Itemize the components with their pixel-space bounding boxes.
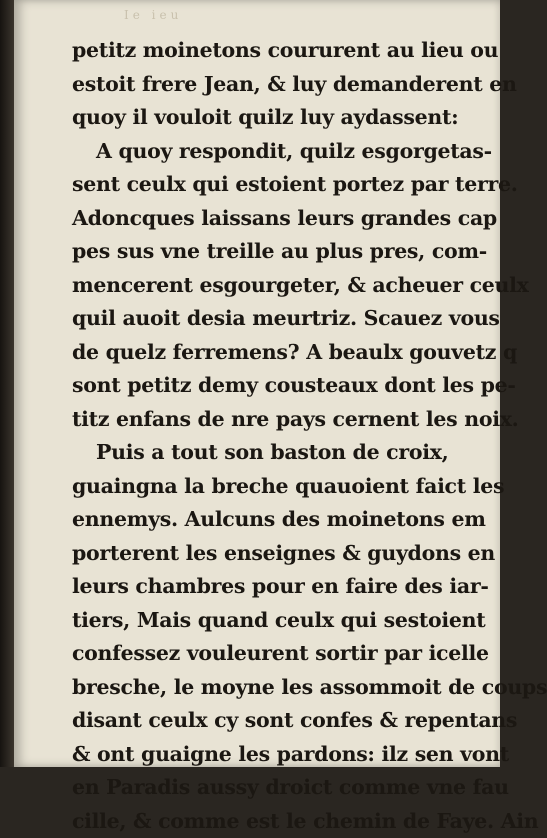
book-gutter bbox=[0, 0, 14, 767]
text-line: cille, & comme est le chemin de Faye. Ain bbox=[72, 805, 490, 838]
text-line: petitz moinetons coururent au lieu ou bbox=[72, 34, 490, 68]
text-line: bresche, le moyne les assommoit de coups bbox=[72, 671, 490, 705]
text-line: guaingna la breche quauoient faict les bbox=[72, 470, 490, 504]
book-page bbox=[14, 0, 500, 767]
text-line: pes sus vne treille au plus pres, com- bbox=[72, 235, 490, 269]
text-line: tiers, Mais quand ceulx qui sestoient bbox=[72, 604, 490, 638]
page-text bbox=[72, 34, 490, 838]
text-line: quil auoit desia meurtriz. Scauez vous bbox=[72, 302, 490, 336]
text-line: & ont guaigne les pardons: ilz sen vont bbox=[72, 738, 490, 772]
text-line: confessez vouleurent sortir par icelle bbox=[72, 637, 490, 671]
text-line: Puis a tout son baston de croix, bbox=[72, 436, 490, 470]
bleed-through-text: Ie ieu bbox=[124, 8, 484, 22]
text-line: leurs chambres pour en faire des iar- bbox=[72, 570, 490, 604]
text-line: sent ceulx qui estoient portez par terre. bbox=[72, 168, 490, 202]
text-line: en Paradis aussy droict comme vne fau bbox=[72, 771, 490, 805]
text-line: A quoy respondit, quilz esgorgetas- bbox=[72, 135, 490, 169]
text-line: Adoncques laissans leurs grandes cap bbox=[72, 202, 490, 236]
text-line: porterent les enseignes & guydons en bbox=[72, 537, 490, 571]
text-line: quoy il vouloit quilz luy aydassent: bbox=[72, 101, 490, 135]
text-line: estoit frere Jean, & luy demanderent en bbox=[72, 68, 490, 102]
text-line: sont petitz demy cousteaux dont les pe- bbox=[72, 369, 490, 403]
text-line: ennemys. Aulcuns des moinetons em bbox=[72, 503, 490, 537]
text-line: de quelz ferremens? A beaulx gouvetz q bbox=[72, 336, 490, 370]
text-line: titz enfans de nre pays cernent les noix. bbox=[72, 403, 490, 437]
text-line: disant ceulx cy sont confes & repentans bbox=[72, 704, 490, 738]
text-line: mencerent esgourgeter, & acheuer ceulx bbox=[72, 269, 490, 303]
